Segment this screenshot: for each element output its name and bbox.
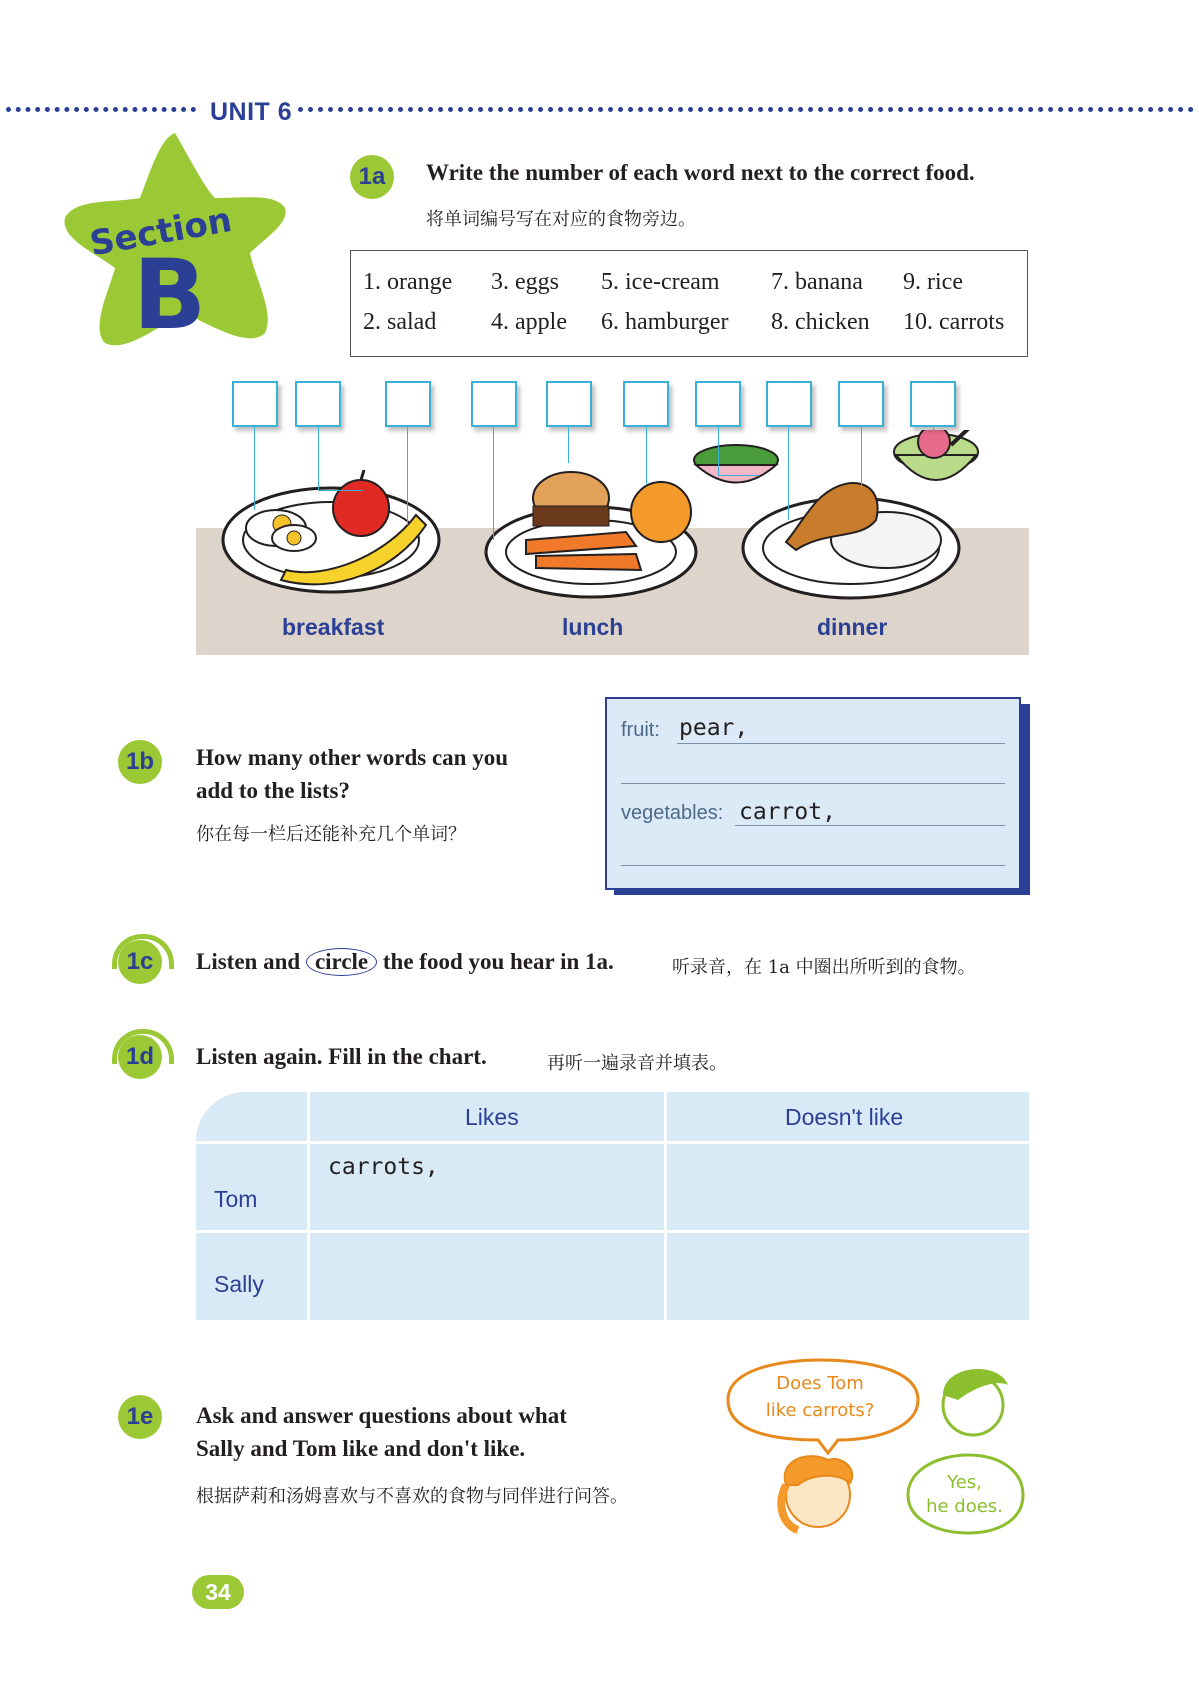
answer-box[interactable]: [623, 381, 669, 427]
page-number: 34: [192, 1575, 244, 1609]
connector-line: [788, 425, 789, 520]
word-item: 1. orange: [363, 269, 453, 295]
header-likes: Likes: [465, 1104, 519, 1130]
connector-line: [861, 425, 862, 490]
answer-box[interactable]: [471, 381, 517, 427]
badge-1b: 1b: [118, 740, 162, 784]
fruit-label: fruit:: [621, 719, 660, 741]
answer-bubble-line1: Yes,: [947, 1472, 982, 1493]
connector-line: [493, 425, 494, 540]
badge-1a: 1a: [350, 155, 394, 199]
ex1c-instruction: [196, 948, 614, 976]
ex1c-circled-word: circle: [306, 948, 377, 976]
ex1b-instruction-line1: How many other words can you: [196, 745, 509, 770]
connector-line: [407, 425, 408, 525]
question-bubble-line2: like carrots?: [765, 1400, 875, 1421]
write-line[interactable]: [677, 743, 1005, 744]
likes-chart: [196, 1092, 1029, 1322]
answer-box[interactable]: [910, 381, 956, 427]
ex1d-instruction-cn: 再听一遍录音并填表。: [547, 1053, 727, 1074]
badge-1c: 1c: [118, 940, 162, 984]
word-item: 6. hamburger: [601, 309, 729, 335]
ex1c-text-after: the food you hear in 1a.: [382, 949, 614, 974]
word-item: 8. chicken: [771, 309, 870, 335]
write-line[interactable]: [621, 783, 1005, 784]
word-item: 5. ice-cream: [601, 269, 720, 295]
word-item: 10. carrots: [903, 309, 1005, 335]
chart-header-doesnt: [667, 1092, 1029, 1141]
meal-label-breakfast: breakfast: [282, 614, 385, 640]
ex1a-instruction-cn: 将单词编号写在对应的食物旁边。: [426, 209, 696, 230]
unit-title: UNIT 6: [210, 98, 293, 126]
word-item: 2. salad: [363, 309, 437, 335]
answer-box[interactable]: [838, 381, 884, 427]
word-item: 7. banana: [771, 269, 863, 295]
ex1b-instruction-line2: add to the lists?: [196, 778, 350, 803]
connector-line: [568, 425, 569, 463]
chart-corner: [196, 1092, 307, 1141]
vegetables-value[interactable]: carrot,: [739, 799, 836, 825]
answer-box[interactable]: [546, 381, 592, 427]
connector-line: [318, 490, 363, 491]
chart-header-likes: [310, 1092, 664, 1141]
answer-box[interactable]: [695, 381, 741, 427]
badge-1e: 1e: [118, 1395, 162, 1439]
ex1a-instruction: Write the number of each word next to the correct food.: [426, 160, 975, 185]
section-star: [55, 128, 295, 358]
word-item: 3. eggs: [491, 269, 559, 295]
row-label-sally: Sally: [196, 1233, 307, 1320]
tom-doesnt-cell[interactable]: [667, 1144, 1029, 1230]
sally-likes-cell[interactable]: [310, 1233, 664, 1320]
ex1e-instruction-line1: Ask and answer questions about what: [196, 1403, 567, 1428]
food-illustration: [196, 430, 1029, 610]
section-letter: B: [133, 239, 207, 351]
answer-box[interactable]: [385, 381, 431, 427]
header-dots-right: [298, 107, 1194, 112]
vegetables-label: vegetables:: [621, 802, 724, 824]
ex1b-instruction-cn: 你在每一栏后还能补充几个单词？: [196, 824, 466, 845]
connector-line: [646, 425, 647, 485]
row-label-tom: Tom: [196, 1144, 307, 1230]
word-item: 9. rice: [903, 269, 963, 295]
wordlist-card: [605, 697, 1021, 890]
tom-likes-cell[interactable]: [310, 1144, 664, 1230]
ex1d-instruction: Listen again. Fill in the chart.: [196, 1044, 487, 1069]
write-line[interactable]: [621, 865, 1005, 866]
sally-doesnt-cell[interactable]: [667, 1233, 1029, 1320]
fruit-value[interactable]: pear,: [679, 715, 749, 741]
answer-box[interactable]: [295, 381, 341, 427]
answer-box[interactable]: [766, 381, 812, 427]
meal-label-dinner: dinner: [817, 614, 888, 640]
question-bubble-line1: Does Tom: [776, 1373, 864, 1394]
ex1c-text-before: Listen and: [196, 949, 301, 974]
section-word: Section: [86, 200, 235, 265]
connector-line: [933, 425, 934, 455]
answer-box[interactable]: [232, 381, 278, 427]
connector-line: [718, 425, 719, 475]
connector-line: [254, 425, 255, 510]
tom-likes-value: carrots,: [328, 1154, 439, 1180]
ex1e-instruction-line2: Sally and Tom like and don't like.: [196, 1436, 526, 1461]
ex1e-instruction-cn: 根据萨莉和汤姆喜欢与不喜欢的食物与同伴进行问答。: [196, 1486, 628, 1507]
badge-1d: 1d: [118, 1035, 162, 1079]
word-item: 4. apple: [491, 309, 567, 335]
header-dots-left: [6, 107, 196, 112]
header-doesnt-like: Doesn't like: [785, 1104, 904, 1130]
ex1c-instruction-cn: 听录音，在 1a 中圈出所听到的食物。: [672, 957, 976, 978]
word-bank: [350, 250, 1028, 357]
connector-line: [718, 475, 758, 476]
meal-label-lunch: lunch: [562, 614, 624, 640]
write-line[interactable]: [735, 825, 1005, 826]
connector-line: [318, 425, 319, 490]
answer-bubble-line2: he does.: [926, 1496, 1003, 1517]
